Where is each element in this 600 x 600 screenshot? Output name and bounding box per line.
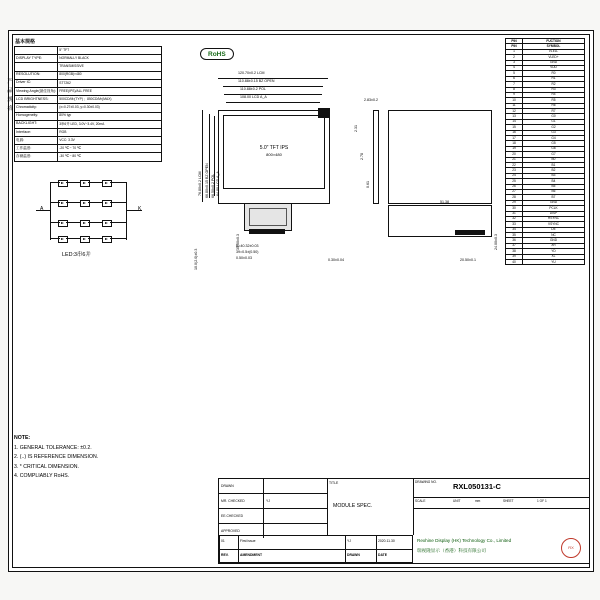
table-row: 28 B7 [506, 195, 585, 200]
dim-left-4: 64.80 LCD A_A [216, 171, 220, 196]
table-row: 6 R1 [506, 76, 585, 81]
table-row: Driver IC: ST7262 [15, 79, 162, 87]
drawing-number-cell [413, 479, 589, 535]
table-row: 01 First issue YJ 2020.11.30 [220, 536, 413, 550]
table-row: Chromaticity: (x=0.27±0.03, y=0.30±0.03) [15, 104, 162, 112]
fpc-tail [249, 229, 285, 234]
table-row: 11 R6 [506, 103, 585, 108]
table-row: 19 G6 [506, 146, 585, 151]
led-wire [50, 238, 60, 239]
module-spec-value: MODULE SPEC. [333, 503, 373, 509]
company-seal: RX [561, 538, 581, 558]
table-row: 31 DISP [506, 211, 585, 216]
part-number: RXL050131-C [453, 482, 501, 491]
table-row: 38 YD [506, 249, 585, 254]
sheet-value: 1 OF 1 [537, 499, 547, 503]
table-row: 18 G5 [506, 141, 585, 146]
dim-left-2: 66.80±0.15 BZ OPEN [205, 163, 209, 198]
dim-rear-right: 24.00±0.3 [494, 234, 498, 250]
led-wire [50, 182, 51, 240]
table-row: 23 B2 [506, 168, 585, 173]
dim-fpc-b: B=40.32±0.03 [236, 244, 259, 248]
panel-size-label: 5.0" TFT IPS [259, 145, 289, 152]
rohs-badge: RoHS [200, 48, 234, 60]
led-wire [126, 182, 127, 240]
dim-line [226, 102, 320, 103]
table-row: 13 G0 [506, 114, 585, 119]
table-row: 39 XL [506, 254, 585, 259]
unit-label: UNIT [453, 499, 461, 503]
led-lead-a [36, 210, 50, 211]
spec-title: 基本规格 [15, 39, 36, 45]
table-row [219, 494, 327, 509]
title-cell [327, 479, 414, 535]
led-wire [50, 182, 60, 183]
led-cathode-label: K [138, 206, 142, 212]
led-wire [110, 222, 126, 223]
dim-bottom-left: 0.30±0.04 [328, 258, 344, 262]
note-item: 3. * CRITICAL DIMENSION. [14, 463, 79, 470]
table-row: 2 VLED+ [506, 55, 585, 60]
table-row: 15 G2 [506, 125, 585, 130]
table-row: 7 R2 [506, 82, 585, 87]
table-row: 存储温度: -30 ℃ ~ 80 ℃ [15, 153, 162, 161]
dim-top-2: 110.88±0.15 BZ OPEN [238, 79, 275, 83]
front-view-outline [218, 110, 330, 204]
table-row [219, 509, 327, 524]
table-row: 3 GND [506, 60, 585, 65]
dim-top-3: 110.88±0.2 POL [240, 87, 266, 91]
table-row: 21 B0 [506, 157, 585, 162]
table-header-row: PIN FUCTION [506, 39, 585, 44]
scale-sheet-row [413, 498, 589, 509]
approval-name [263, 479, 327, 493]
table-row: Homogeneity: 80% typ [15, 112, 162, 120]
dim-top-1: 120.70±0.2 LCM [238, 71, 265, 75]
table-header-row: REV. AMENDMENT DRAWN DATE [220, 549, 413, 563]
led-wire [88, 222, 102, 223]
approval-name: YJ [263, 494, 327, 508]
table-row: RESOLUTION: 800(RGB)×480 [15, 71, 162, 79]
table-row: Viewing Angle(最佳视角): FREE(IPS)/ALL FREE [15, 87, 162, 95]
table-row: 26 B5 [506, 184, 585, 189]
table-row: 29 GND [506, 200, 585, 205]
led-wire [66, 182, 80, 183]
table-row: LCD BRIGHTNESS: 500CD/M²(TYP) ；850CD/M²(MAX) [15, 96, 162, 104]
table-row: 24 B3 [506, 173, 585, 178]
table-row: 16 G3 [506, 130, 585, 135]
approval-role: EE.CHECKED [221, 514, 244, 518]
dim-rear-width: 51.38 [440, 200, 449, 204]
dim-top-4: 108.00 LCD A_A [240, 95, 267, 99]
led-wire [110, 202, 126, 203]
dim-right-h3: 0.61 [366, 181, 370, 188]
table-row: DISPLAY TYPE: NORMALLY BLACK [15, 55, 162, 63]
table-row: 5 R0 [506, 71, 585, 76]
note-item: 1. GENERAL TOLERANCE: ±0.2. [14, 444, 92, 451]
drawing-no-label: DRAWING NO. [415, 480, 437, 484]
dim-fpc-pitch: 39=0.5±(0.50) [236, 250, 259, 254]
led-wire [50, 222, 60, 223]
side-view-outline [373, 110, 379, 204]
dim-left-1: 76.80±0.2 LCM [198, 171, 202, 196]
led-wire [66, 238, 80, 239]
note-item: 2. (..) IS REFERENCE DIMENSION. [14, 454, 99, 460]
table-row: 20 G7 [506, 152, 585, 157]
spec-side-label: 产 品 规 格 [7, 79, 13, 112]
unit-value: mm [475, 499, 481, 503]
approval-role: DRAWN [221, 484, 234, 488]
led-lead-k [126, 210, 142, 211]
table-row: 32 HSYNC [506, 216, 585, 221]
rear-view-tail [455, 230, 485, 235]
title-label: TITLE [329, 481, 339, 485]
led-wire [50, 202, 60, 203]
led-wire [88, 238, 102, 239]
fpc-connector [244, 203, 292, 231]
table-row: 37 XR [506, 243, 585, 248]
notes-block [14, 434, 98, 482]
approval-name [263, 509, 327, 523]
table-subheader-row: PIN SYMBOL [506, 44, 585, 49]
scale-label: SCALE [415, 499, 426, 503]
sheet-label: SHEET [503, 499, 514, 503]
led-wire [110, 182, 126, 183]
led-grid [58, 180, 130, 242]
dim-left-3: 66.50±0.2 POL [211, 173, 215, 198]
table-row: BACKLIGHT: 3串6并 LED, 3.0V~3.4V, 20mA [15, 120, 162, 128]
led-diagram [40, 176, 150, 276]
dim-fpc-left: 35.00±0.3 [236, 234, 240, 250]
led-wire [88, 182, 102, 183]
table-row: 工作温度: -20 ℃ ~ 70 ℃ [15, 145, 162, 153]
table-row: 30 PCLK [506, 206, 585, 211]
table-row: TRANSMISSIVE [15, 63, 162, 71]
approval-table [219, 479, 328, 535]
led-wire [110, 238, 126, 239]
notes-heading: NOTE: [14, 435, 31, 441]
dim-left-lower: 10.0(2.0)±0.3 [194, 248, 198, 270]
panel-resolution-label: 800×480 [266, 152, 282, 158]
front-view-corner-chip [318, 108, 330, 118]
table-row: 4 VDD [506, 65, 585, 70]
table-row: Interface: RGB [15, 128, 162, 136]
dim-thickness: 2.83±0.2 [364, 98, 378, 102]
spec-block [14, 38, 164, 162]
dim-right-h1: 2.31 [354, 125, 358, 132]
dim-line [223, 86, 323, 87]
led-wire [88, 202, 102, 203]
note-item: 4. COMPLIABLY RoHS. [14, 473, 70, 479]
approval-role: APPROVED [221, 529, 240, 533]
table-row: 电源: VCC: 3.3V [15, 137, 162, 145]
revision-table [219, 535, 413, 563]
rear-view-outline [388, 110, 492, 204]
dim-rear-bottom: 20.50±0.1 [460, 258, 476, 262]
pin-table-block [505, 38, 585, 265]
table-row: 8 R3 [506, 87, 585, 92]
table-row: 33 VSYNC [506, 222, 585, 227]
table-row: 12 R7 [506, 109, 585, 114]
led-anode-label: A [40, 206, 44, 212]
front-view-label [260, 145, 289, 157]
table-row: 35 NC [506, 233, 585, 238]
table-row: 34 DE [506, 227, 585, 232]
drawing-number-row [413, 479, 589, 498]
table-row: 17 G4 [506, 136, 585, 141]
company-block [413, 535, 589, 563]
led-wire [66, 202, 80, 203]
table-row: 9 R4 [506, 92, 585, 97]
led-wire [66, 222, 80, 223]
table-row: 10 R5 [506, 98, 585, 103]
dim-line [214, 116, 215, 196]
table-row: 36 GND [506, 238, 585, 243]
led-caption: LED:3串6并 [62, 252, 91, 258]
table-row: 22 B1 [506, 162, 585, 167]
title-block [218, 478, 590, 564]
approval-role: MR. CHECKED [221, 499, 245, 503]
dim-fpc-width: 0.50±0.03 [236, 256, 252, 260]
dim-right-h2: 2.78 [360, 153, 364, 160]
dim-line [209, 114, 210, 198]
table-row: 1 VLED- [506, 49, 585, 54]
dim-line [224, 94, 322, 95]
table-row: 25 B4 [506, 179, 585, 184]
table-row: 40 YU [506, 260, 585, 265]
dim-line [202, 110, 203, 202]
spec-table [14, 46, 162, 162]
company-name-en: Rexhine Display (HK) Technology Co., Limited [417, 538, 512, 543]
company-name-cn: 瑞视隆显示（香港）科技有限公司 [417, 548, 486, 553]
table-row [219, 479, 327, 494]
table-row: 5" TFT [15, 47, 162, 55]
table-row: 27 B6 [506, 189, 585, 194]
table-row: 14 G1 [506, 119, 585, 124]
fpc-connector-inner [249, 208, 287, 226]
pin-table [505, 38, 585, 265]
